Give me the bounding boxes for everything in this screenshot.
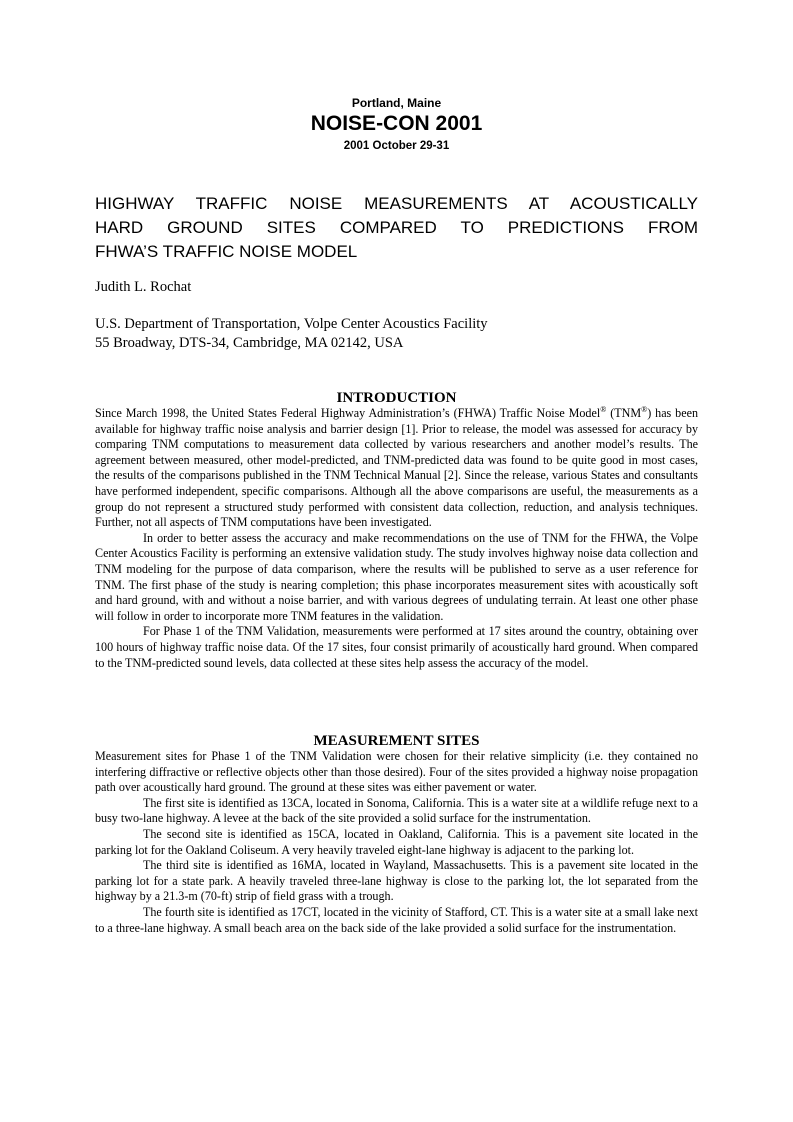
- intro-p1-tnm: (TNM: [610, 406, 642, 420]
- measurement-sites-section: [95, 733, 698, 936]
- registered-mark: ®: [600, 404, 607, 414]
- affiliation-line-1: U.S. Department of Transportation, Volpe Center Acoustics Facility: [95, 316, 488, 332]
- introduction-section: [95, 390, 698, 671]
- title-line-2: HARD GROUND SITES COMPARED TO PREDICTIONS FROM: [95, 218, 698, 237]
- author-affiliation: [95, 315, 488, 353]
- conference-dates: 2001 October 29-31: [343, 140, 450, 152]
- conference-name: NOISE-CON 2001: [310, 112, 483, 135]
- paper-title: [95, 192, 698, 264]
- introduction-paragraph-1: [95, 406, 698, 531]
- title-line-1: HIGHWAY TRAFFIC NOISE MEASUREMENTS AT ACOUSTICALLY: [95, 194, 698, 213]
- measurement-sites-heading: MEASUREMENT SITES: [313, 733, 480, 749]
- introduction-paragraph-3: For Phase 1 of the TNM Validation, measurements were performed at 17 sites around the country, obtaining over 100 hours of highway traffic noise data. Of the 17 sites, four consist primarily of acoustically hard ground. When compared to the TNM-predicted sound levels, data collected at these sites help assess the accuracy of the model.: [95, 624, 698, 670]
- sites-paragraph-1: Measurement sites for Phase 1 of the TNM Validation were chosen for their relative simplicity (i.e. they contained no interfering diffractive or reflective objects other than those desired). Four of the sites provided a highway noise propagation path over acoustically hard ground. The ground at these sites was either pavement or water.: [95, 749, 698, 795]
- sites-paragraph-4: The third site is identified as 16MA, located in Wayland, Massachusetts. This is a pavement site located in the parking lot for a state park. A heavily traveled three-lane highway is close to the parking lot, the lot separated from the highway by a 21.3-m (70-ft) strip of field grass with a trough.: [95, 858, 698, 904]
- sites-paragraph-5: The fourth site is identified as 17CT, located in the vicinity of Stafford, CT. This is a water site at a small lake next to a three-lane highway. A small beach area on the back side of the lake provided a solid surface for the instrumentation.: [95, 904, 698, 935]
- affiliation-line-2: 55 Broadway, DTS-34, Cambridge, MA 02142, USA: [95, 335, 404, 351]
- introduction-paragraph-2: In order to better assess the accuracy and make recommendations on the use of TNM for the FHWA, the Volpe Center Acoustics Facility is performing an extensive validation study. The study involves highway noise data collection and TNM modeling for the purpose of data comparison, where the results will be published to serve as a user reference for TNM. The first phase of the study is nearing completion; this phase incorporates measurement sites with acoustically soft and hard ground, with and without a noise barrier, and with various degrees of undulating terrain. At least one other phase will follow in order to incorporate more TNM features in the validation.: [95, 530, 698, 623]
- title-line-3: FHWA’S TRAFFIC NOISE MODEL: [95, 242, 358, 261]
- sites-paragraph-3: The second site is identified as 15CA, located in Oakland, California. This is a pavement site located in the parking lot for the Oakland Coliseum. A very heavily traveled eight-lane highway is adjacent to the parking lot.: [95, 826, 698, 857]
- intro-p1-rest: ) has been available for highway traffic noise analysis and barrier design [1]. Prior to release, the model was assessed for accuracy by comparing TNM computations to measurement data collected by various researchers and another model’s results. The agreement between measured, other model-predicted, and TNM-predicted data was found to be quite good in most cases, the results of the comparisons published in the TNM Technical Manual [2]. Since the release, various States and consultants have performed independent, specific comparisons. Although all the above comparisons are useful, the measurements as a group do not represent a structured study performed with consistent data collection, reduction, and analysis techniques. Further, not all aspects of TNM computations have been investigated.: [95, 406, 699, 530]
- conference-location: Portland, Maine: [351, 96, 442, 110]
- intro-p1-start: Since March 1998, the United States Federal Highway Administration’s (FHWA) Traffic Noise Model: [95, 406, 601, 420]
- author-name: Judith L. Rochat: [95, 279, 192, 295]
- sites-paragraph-2: The first site is identified as 13CA, located in Sonoma, California. This is a water site at a wildlife refuge next to a busy two-lane highway. A levee at the back of the site provided a solid surface for the instrumentation.: [95, 795, 698, 826]
- registered-mark: ®: [641, 404, 648, 414]
- introduction-heading: INTRODUCTION: [336, 390, 457, 406]
